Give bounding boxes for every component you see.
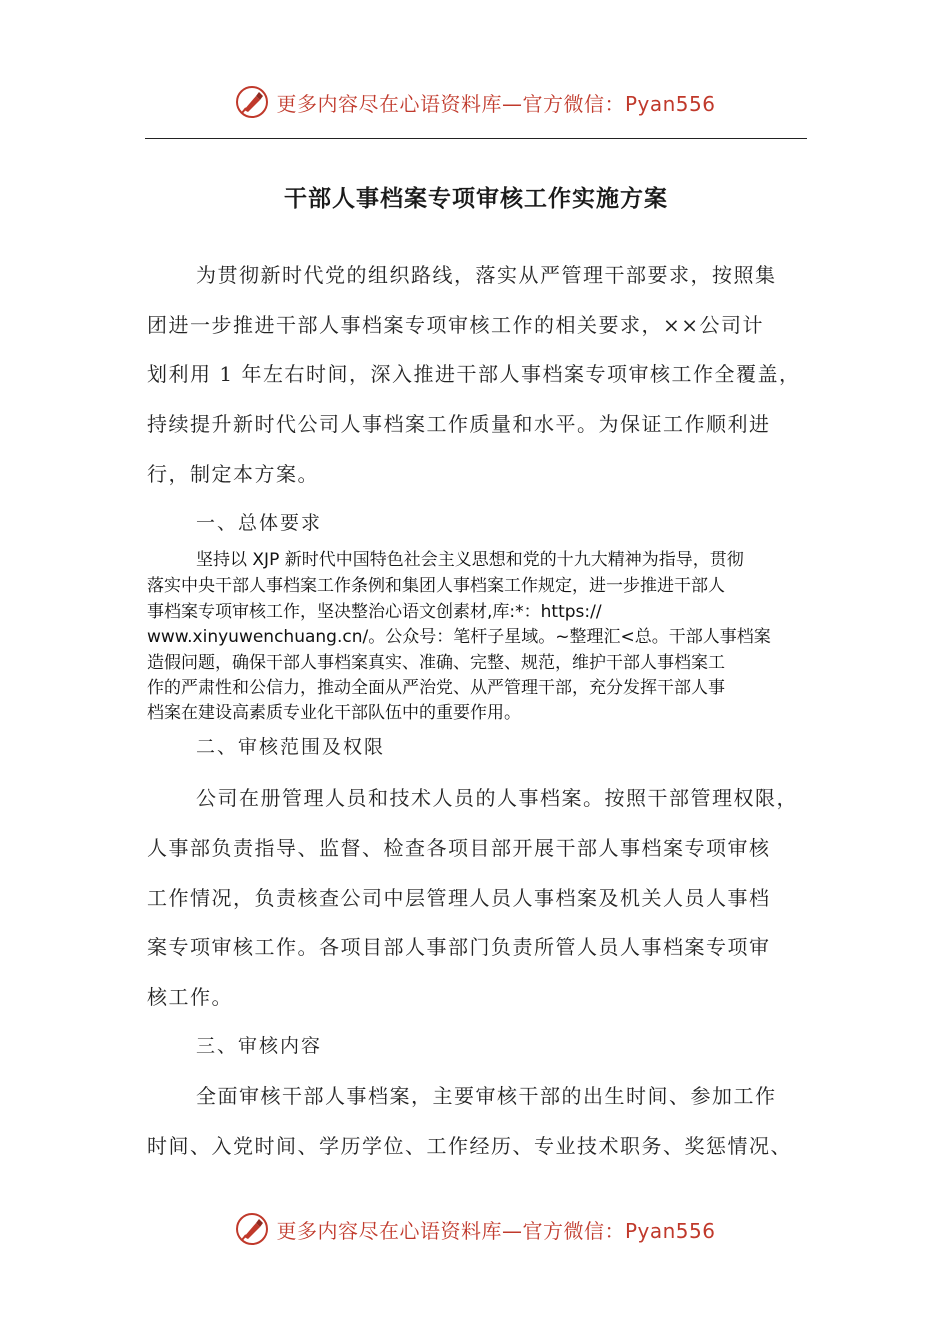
section-heading: 二、审核范围及权限: [196, 736, 386, 758]
intro-line: 为贯彻新时代党的组织路线，落实从严管理干部要求，按照集: [196, 263, 777, 287]
watermark-brand: 更多内容尽在心语资料库: [276, 91, 502, 116]
section3-line: 全面审核干部人事档案，主要审核干部的出生时间、参加工作: [196, 1084, 777, 1108]
section1-line: 落实中央干部人事档案工作条例和集团人事档案工作规定，进一步推进干部人: [147, 576, 725, 596]
intro-line: 团进一步推进干部人事档案专项审核工作的相关要求，××公司计: [147, 313, 765, 337]
section1-line: 作的严肃性和公信力，推动全面从严治党、从严管理干部，充分发挥干部人事: [147, 678, 725, 698]
section2-line: 案专项审核工作。各项目部人事部门负责所管人员人事档案专项审: [147, 935, 771, 959]
section1-line: 坚持以 XJP 新时代中国特色社会主义思想和党的十九大精神为指导，贯彻: [196, 550, 744, 570]
intro-line: 划利用 1 年左右时间，深入推进干部人事档案专项审核工作全覆盖，: [147, 362, 801, 386]
watermark-text: [276, 88, 715, 117]
section2-line: 工作情况，负责核查公司中层管理人员人事档案及机关人员人事档: [147, 886, 771, 910]
watermark-brand: 更多内容尽在心语资料库: [276, 1218, 502, 1243]
watermark-contact: —官方微信：Pyan556: [501, 1218, 716, 1243]
footer-watermark: [0, 1209, 950, 1249]
section-heading: 三、审核内容: [196, 1035, 323, 1057]
document-title: 干部人事档案专项审核工作实施方案: [284, 186, 668, 212]
section1-line: 事档案专项审核工作，坚决整治心语文创素材,库:*：https://: [147, 602, 602, 622]
intro-line: 持续提升新时代公司人事档案工作质量和水平。为保证工作顺利进: [147, 412, 771, 436]
section-heading: 一、总体要求: [196, 512, 323, 534]
intro-line: 行，制定本方案。: [147, 462, 319, 486]
section2-line: 核工作。: [147, 985, 233, 1009]
section3-line: 时间、入党时间、学历学位、工作经历、专业技术职务、奖惩情况、: [147, 1134, 792, 1158]
header-watermark: [0, 82, 950, 122]
section1-line: www.xinyuwenchuang.cn/。公众号：笔杆子星域。~整理汇<总。干部人事档案: [147, 627, 771, 647]
header-rule: [145, 138, 807, 139]
section2-line: 人事部负责指导、监督、检查各项目部开展干部人事档案专项审核: [147, 836, 771, 860]
section1-line: 造假问题，确保干部人事档案真实、准确、完整、规范，维护干部人事档案工: [147, 653, 725, 673]
pen-nib-logo-icon: [234, 1211, 270, 1247]
watermark-text: [276, 1215, 715, 1244]
pen-nib-logo-icon: [234, 84, 270, 120]
section2-line: 公司在册管理人员和技术人员的人事档案。按照干部管理权限，: [196, 786, 798, 810]
section1-line: 档案在建设高素质专业化干部队伍中的重要作用。: [147, 703, 521, 723]
watermark-contact: —官方微信：Pyan556: [501, 91, 716, 116]
